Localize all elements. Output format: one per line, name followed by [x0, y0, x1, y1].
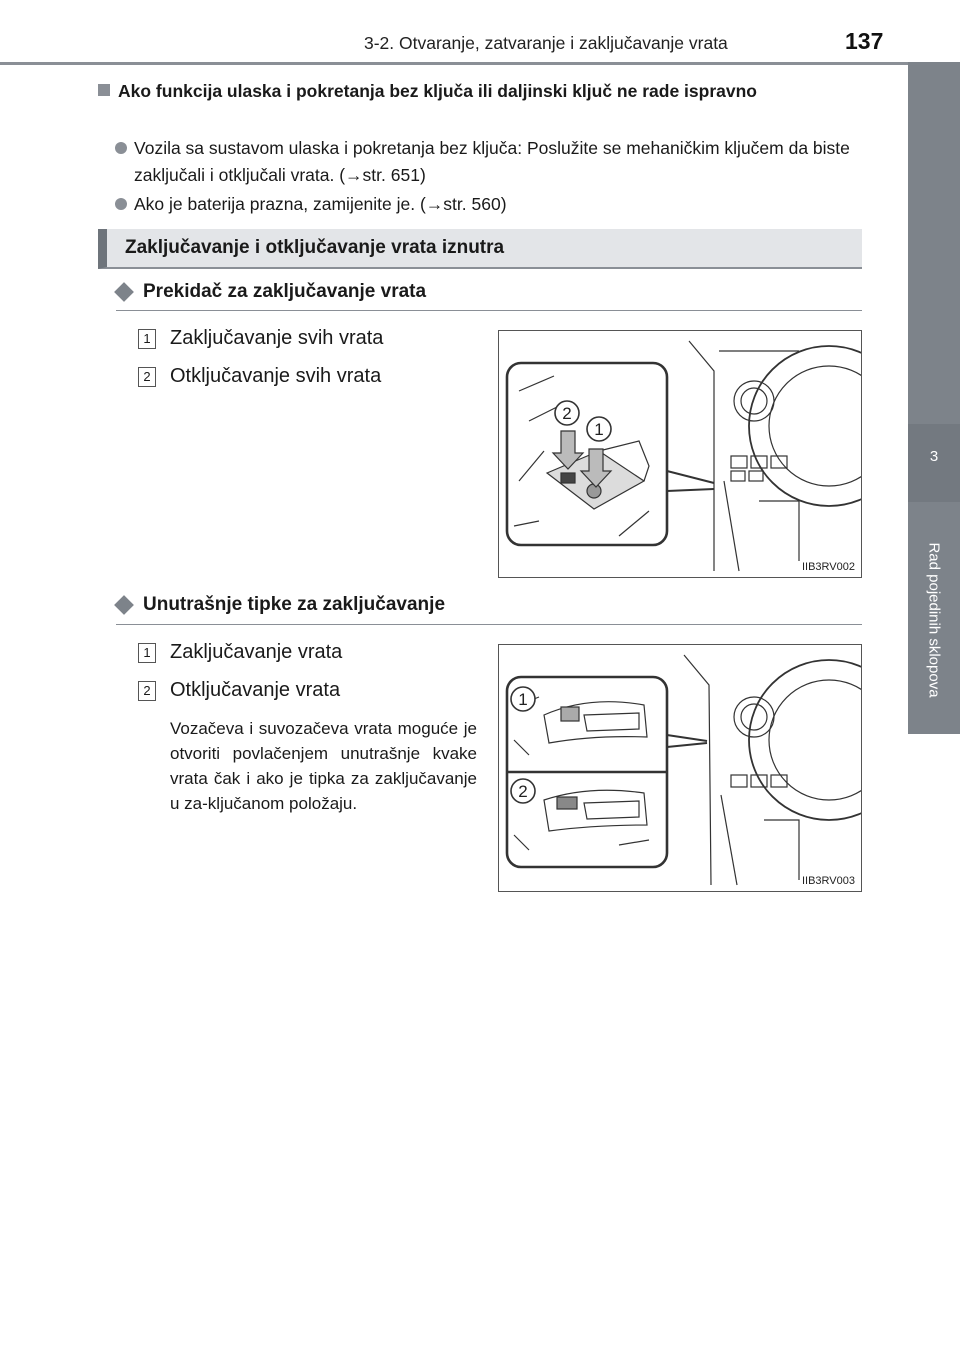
inside-lock-button-illustration	[499, 645, 861, 891]
door-lock-switch-figure	[498, 330, 862, 578]
sub2-rule	[116, 624, 862, 625]
bullet-dot-icon	[115, 142, 127, 154]
figure-code-1: IIB3RV002	[801, 561, 855, 573]
sub2-title: Unutrašnje tipke za zaključavanje	[143, 594, 446, 615]
inside-lock-button-figure	[498, 644, 862, 892]
callout-2: 2	[518, 782, 528, 801]
item-number-1: 1	[138, 643, 156, 663]
page-number: 137	[845, 28, 884, 54]
sub2-item-1: Zaključavanje vrata	[170, 641, 343, 663]
item-number-2: 2	[138, 367, 156, 387]
item-number-2: 2	[138, 681, 156, 701]
bullet-dot-icon	[115, 198, 127, 210]
figure-code-2: IIB3RV003	[801, 875, 855, 887]
callout-2: 2	[562, 404, 572, 423]
section-title: Zaključavanje i otključavanje vrata iznutra	[125, 237, 505, 258]
sub1-title: Prekidač za zaključavanje vrata	[143, 281, 427, 302]
door-lock-switch-illustration	[499, 331, 861, 577]
sub2-note: Vozačeva i suvozačeva vrata moguće je otvoriti povlačenjem unutrašnje kvake vrata čak i ako je tipka za zaključavanje u za-ključanom položaju.	[170, 719, 477, 813]
square-bullet-icon	[98, 84, 110, 96]
callout-1: 1	[594, 420, 604, 439]
warning-bullet-1: Vozila sa sustavom ulaska i pokretanja bez ključa: Poslužite se mehaničkim ključem da biste zaključali i otključali vrata. (→str. 651)	[134, 138, 850, 185]
side-tab-number: 3	[929, 448, 939, 465]
section-heading-bar	[98, 229, 862, 269]
warning-bullet-2: Ako je baterija prazna, zamijenite je. (→str. 560)	[134, 194, 507, 214]
diamond-bullet-icon	[114, 595, 134, 615]
callout-1: 1	[518, 690, 528, 709]
header-title: 3-2. Otvaranje, zatvaranje i zaključavanje vrata	[364, 33, 728, 53]
warning-heading: Ako funkcija ulaska i pokretanja bez ključa ili daljinski ključ ne rade ispravno	[118, 81, 757, 101]
side-tab-strip	[908, 62, 960, 424]
item-number-1: 1	[138, 329, 156, 349]
sub1-rule	[116, 310, 862, 311]
sub2-item-2: Otključavanje vrata	[170, 679, 341, 701]
side-tab-label: Rad pojedinih sklopova	[925, 542, 943, 698]
header-rule	[0, 62, 910, 65]
sub1-item-2: Otključavanje svih vrata	[170, 365, 382, 387]
sub1-item-1: Zaključavanje svih vrata	[170, 327, 384, 349]
diamond-bullet-icon	[114, 282, 134, 302]
